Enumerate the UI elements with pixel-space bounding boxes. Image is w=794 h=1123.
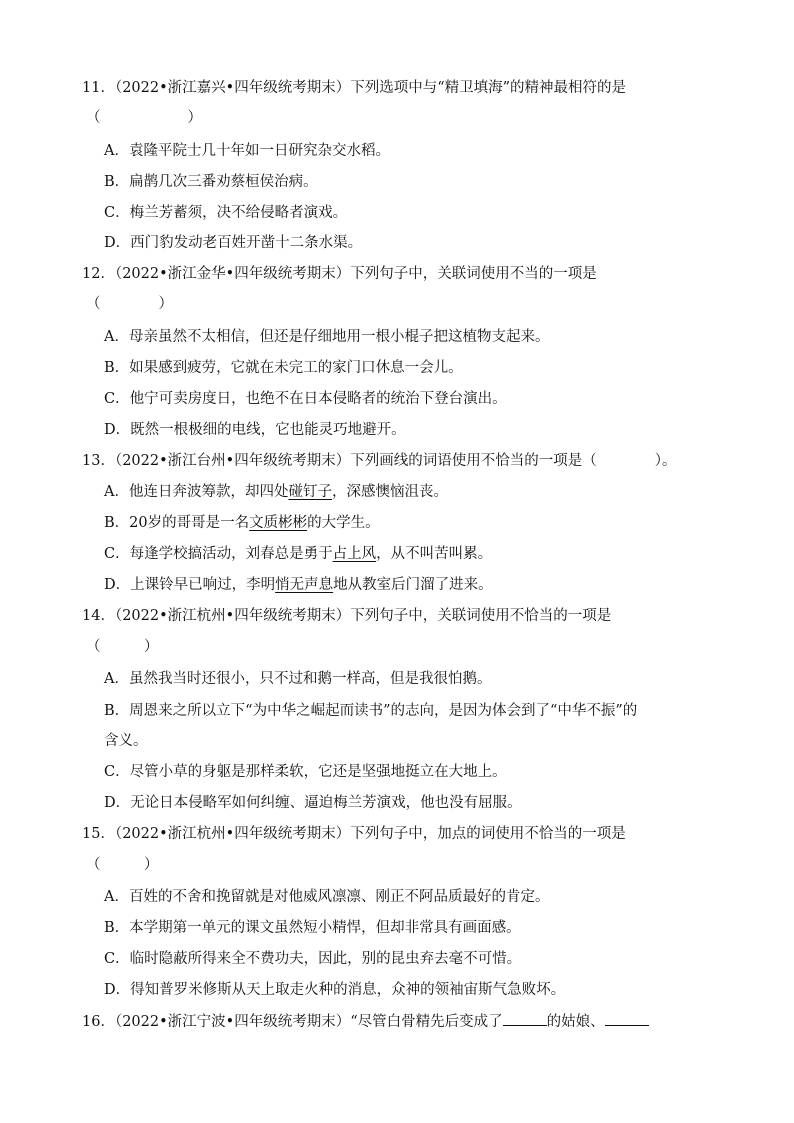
q14-option-d: D．无论日本侵略军如何纠缠、逼迫梅兰芳演戏，他也没有屈服。 [104, 795, 522, 811]
q16-stem: 16．（2022•浙江宁波•四年级统考期末）“尽管白骨精先后变成了 的姑娘、 [0, 1011, 794, 1032]
q12-option-b: B．如果感到疲劳，它就在未完工的家门口休息一会儿。 [104, 360, 463, 376]
q11-stem: 11．（2022•浙江嘉兴•四年级统考期末）下列选项中与“精卫填海”的精神最相符的是 [82, 80, 627, 96]
q15-option-d: D．得知普罗米修斯从天上取走火种的消息，众神的领袖宙斯气急败坏。 [104, 982, 566, 998]
q14-option-b-continued: 含义。 [104, 733, 148, 749]
q14-answer-blank[interactable]: （ ） [86, 639, 159, 655]
q15-option-b: B．本学期第一单元的课文虽然短小精悍，但却非常具有画面感。 [104, 920, 521, 936]
q14-stem: 14．（2022•浙江杭州•四年级统考期末）下列句子中，关联词使用不恰当的一项是 [82, 608, 612, 624]
q15-stem: 15．（2022•浙江杭州•四年级统考期末）下列句子中，加点的词使用不恰当的一项是 [82, 826, 626, 842]
q13-option-c: C．每逢学校搞活动，刘春总是勇于占上风，从不叫苦叫累。 [104, 546, 493, 562]
q13-option-b: B．20岁的哥哥是一名文质彬彬的大学生。 [104, 515, 380, 531]
q15-option-c: C．临时隐蔽所得来全不费功夫，因此，别的昆虫弃去毫不可惜。 [104, 951, 522, 967]
q13-option-d: D．上课铃早已响过，李明悄无声息地从教室后门溜了进来。 [104, 577, 493, 593]
q12-answer-blank[interactable]: （ ） [86, 296, 173, 312]
q14-option-c: C．尽管小草的身躯是那样柔软，它还是坚强地挺立在大地上。 [104, 764, 507, 780]
q14-option-a: A．虽然我当时还很小，只不过和鹅一样高，但是我很怕鹅。 [104, 671, 492, 687]
q13-option-a: A．他连日奔波筹款，却四处碰钉子，深感懊恼沮丧。 [104, 484, 448, 500]
q15-answer-blank[interactable]: （ ） [86, 857, 159, 873]
q13-underlined-word: 文质彬彬 [249, 515, 308, 531]
q15-option-a: A．百姓的不舍和挽留就是对他威风凛凛、刚正不阿品质最好的肯定。 [104, 889, 550, 905]
q12-option-a: A．母亲虽然不太相信，但还是仔细地用一根小棍子把这植物支起来。 [104, 329, 550, 345]
q11-answer-blank[interactable]: （ ） [86, 110, 202, 126]
q16-fill-blank-1[interactable] [503, 1011, 547, 1026]
q13-underlined-word: 悄无声息 [275, 577, 334, 593]
q11-option-a: A．袁隆平院士几十年如一日研究杂交水稻。 [104, 143, 390, 159]
q12-option-d: D．既然一根极细的电线，它也能灵巧地避开。 [104, 422, 406, 438]
q12-option-c: C．他宁可卖房度日，也绝不在日本侵略者的统治下登台演出。 [104, 391, 507, 407]
q12-stem: 12．（2022•浙江金华•四年级统考期末）下列句子中，关联词使用不当的一项是 [82, 266, 597, 282]
q13-underlined-word: 碰钉子 [288, 484, 332, 500]
q13-underlined-word: 占上风 [332, 546, 377, 562]
q16-fill-blank-2[interactable] [605, 1011, 649, 1026]
q13-stem: 13．（2022•浙江台州•四年级统考期末）下列画线的词语使用不恰当的一项是（ ）。 [82, 453, 677, 469]
q11-option-c: C．梅兰芳蓄须，决不给侵略者演戏。 [104, 205, 348, 221]
q11-option-d: D．西门豹发动老百姓开凿十二条水渠。 [104, 235, 363, 251]
q14-option-b: B．周恩来之所以立下“为中华之崛起而读书”的志向，是因为体会到了“中华不振”的 [104, 703, 638, 719]
q11-option-b: B．扁鹊几次三番劝蔡桓侯治病。 [104, 174, 318, 190]
